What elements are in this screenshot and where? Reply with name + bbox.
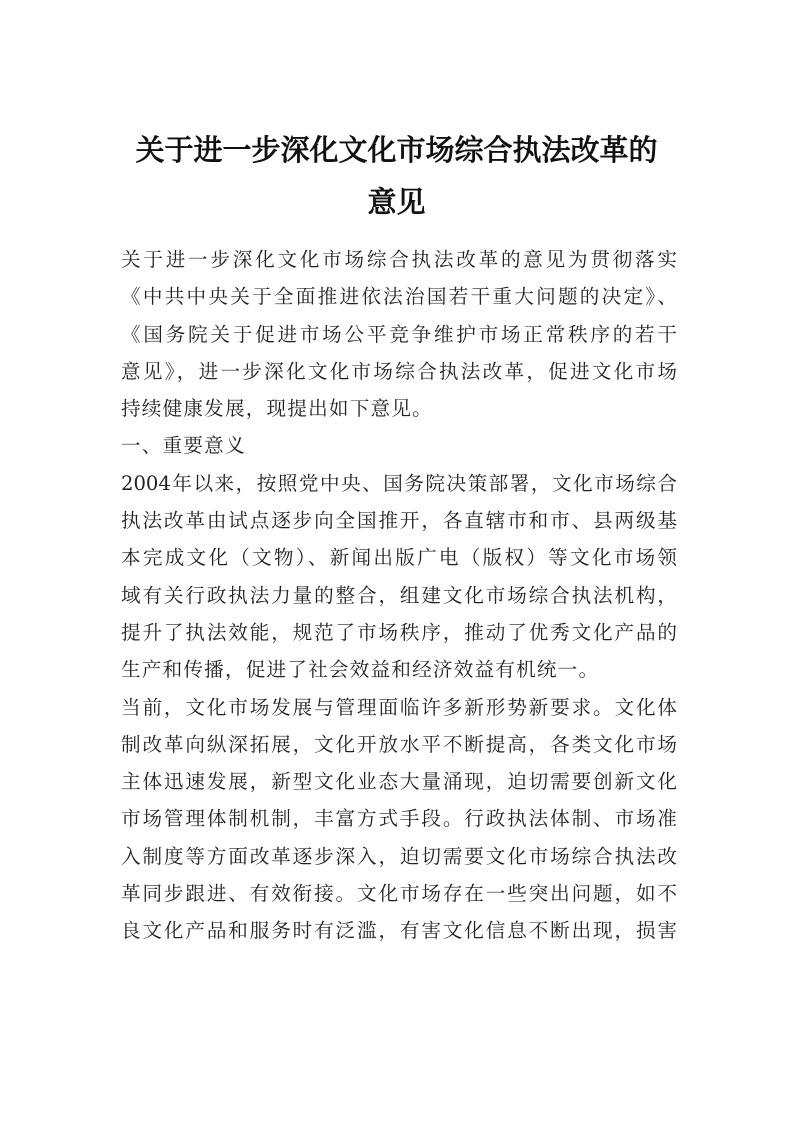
text-line: 本完成文化（文物）、新闻出版广电（版权）等文化市场领 bbox=[121, 546, 677, 570]
text-line: 当前，文化市场发展与管理面临许多新形势新要求。文化体 bbox=[121, 695, 677, 719]
text-line: 意见》，进一步深化文化市场综合执法改革，促进文化市场 bbox=[121, 359, 677, 383]
text-line: 制改革向纵深拓展，文化开放水平不断提高，各类文化市场 bbox=[121, 732, 677, 756]
document-title bbox=[100, 124, 693, 228]
section-heading: 一、重要意义 bbox=[121, 434, 246, 458]
text-line: 主体迅速发展，新型文化业态大量涌现，迫切需要创新文化 bbox=[121, 770, 677, 794]
text-line: 执法改革由试点逐步向全国推开，各直辖市和市、县两级基 bbox=[121, 509, 677, 533]
text-line: 生产和传播，促进了社会效益和经济效益有机统一。 bbox=[121, 658, 600, 682]
title-line-1: 关于进一步深化文化市场综合执法改革的 bbox=[135, 133, 658, 167]
title-line-2: 意见 bbox=[367, 185, 426, 219]
text-line: 提升了执法效能，规范了市场秩序，推动了优秀文化产品的 bbox=[121, 620, 677, 644]
text-line: 革同步跟进、有效衔接。文化市场存在一些突出问题，如不 bbox=[121, 882, 677, 906]
text-line: 域有关行政执法力量的整合，组建文化市场综合执法机构， bbox=[121, 583, 677, 607]
text-line: 入制度等方面改革逐步深入，迫切需要文化市场综合执法改 bbox=[121, 844, 677, 868]
document-body bbox=[121, 241, 677, 950]
text-line: 市场管理体制机制，丰富方式手段。行政执法体制、市场准 bbox=[121, 807, 677, 831]
text-line: 《国务院关于促进市场公平竞争维护市场正常秩序的若干 bbox=[121, 322, 677, 346]
text-line: 《中共中央关于全面推进依法治国若干重大问题的决定》、 bbox=[121, 285, 677, 309]
text-line: 2004年以来，按照党中央、国务院决策部署，文化市场综合 bbox=[121, 471, 677, 495]
text-line: 持续健康发展，现提出如下意见。 bbox=[121, 397, 433, 421]
text-line: 良文化产品和服务时有泛滥，有害文化信息不断出现，损害 bbox=[121, 919, 677, 943]
text-line: 关于进一步深化文化市场综合执法改革的意见为贯彻落实 bbox=[121, 248, 677, 271]
